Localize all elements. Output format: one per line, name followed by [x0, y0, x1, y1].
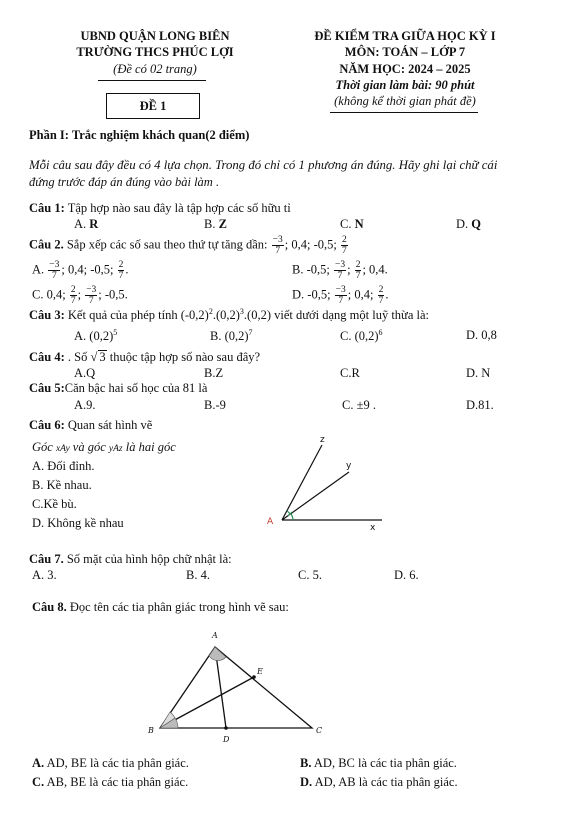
label-b: B: [148, 726, 154, 735]
fraction: $\frac{-3}{7}$: [272, 235, 283, 256]
q3-option-b: B. $(0,2)^7$: [210, 328, 253, 344]
q6-option-b: B. Kề nhau.: [32, 478, 92, 492]
school-name: TRƯỜNG THCS PHÚC LỢI: [76, 45, 234, 59]
triangle-figure: [140, 625, 330, 750]
part1-title: Phần I: Trắc nghiệm khách quan(2 điểm): [29, 128, 250, 142]
q5-option-c: C. ±9 .: [342, 398, 376, 412]
q5-option-b: B.-9: [204, 398, 226, 412]
exam-code-box: [106, 93, 200, 119]
label-y: y: [346, 461, 352, 471]
label-x: x: [370, 523, 376, 533]
label-d: D: [223, 735, 230, 744]
point-d: [224, 726, 228, 730]
q7-option-a: A. 3.: [32, 568, 57, 582]
question-5-text: Căn bậc hai số học của 81 là: [64, 381, 208, 395]
q2-option-a: A. $\frac{-3}{7}$ ; 0,4; -0,5; $\frac{2}{7}$ .: [32, 260, 129, 281]
time-limit: Thời gian làm bài: 90 phút: [335, 78, 475, 92]
question-7-label: Câu 7.: [29, 552, 64, 566]
sqrt-icon: √: [90, 350, 98, 364]
question-1-label: Câu 1:: [29, 201, 65, 215]
label-z: z: [320, 435, 325, 445]
question-7: [29, 552, 232, 567]
instruction-line2: đứng trước đáp án đúng vào bài làm .: [29, 175, 220, 189]
question-3-label: Câu 3:: [29, 308, 65, 323]
question-1: [29, 201, 291, 216]
label-c: C: [316, 726, 323, 735]
q6-stem: Góc xAy và góc yAz là hai góc: [32, 440, 176, 454]
question-8-label: Câu 8.: [32, 600, 67, 614]
angle-arc-yaz: [287, 511, 290, 514]
time-note: (không kể thời gian phát đề): [334, 94, 476, 108]
label-a: A: [267, 517, 274, 527]
header-left-underline: [98, 80, 206, 81]
label-a: A: [212, 631, 218, 640]
question-8-text: Đọc tên các tia phân giác trong hình vẽ sau:: [69, 600, 289, 614]
angle-figure: [262, 430, 402, 540]
instruction-line1: Mỗi câu sau đây đều có 4 lựa chọn. Trong đó chỉ có 1 phương án đúng. Hãy ghi lại chữ cái: [29, 158, 498, 172]
question-4: Câu 4: . Số √ 3 thuộc tập hợp số nào sau đây?: [29, 350, 261, 364]
question-6-label: Câu 6:: [29, 418, 65, 432]
question-7-text: Số mặt của hình hộp chữ nhật là:: [66, 552, 232, 566]
q3-option-a: A. $(0,2)^5$: [74, 328, 118, 344]
q1-option-d: D. Q: [456, 217, 482, 231]
q3-option-d: D. 0,8: [466, 328, 497, 342]
q8-option-d: D. AD, AB là các tia phân giác.: [300, 775, 458, 789]
q5-option-d: D.81.: [466, 398, 494, 412]
q1-option-b: B. Z: [204, 217, 227, 231]
header-right-underline: [330, 112, 478, 113]
q8-option-a: A. AD, BE là các tia phân giác.: [32, 756, 189, 770]
q7-option-c: C. 5.: [298, 568, 322, 582]
q1-option-a: A. R: [74, 217, 99, 231]
q5-option-a: A.9.: [74, 398, 96, 412]
fraction: $\frac{2}{7}$: [341, 235, 347, 256]
question-2: Câu 2. Sắp xếp các số sau theo thứ tự tăng dần: $\frac{-3}{7}$ ; 0,4; -0,5; $\frac{2}{7}$: [29, 235, 347, 256]
q6-option-c: C.Kề bù.: [32, 497, 77, 511]
q8-option-b: B. AD, BC là các tia phân giác.: [300, 756, 457, 770]
q6-option-a: A. Đối đỉnh.: [32, 459, 95, 473]
question-1-text: Tập hợp nào sau đây là tập hợp các số hữu tỉ: [67, 201, 291, 215]
q4-option-d: D. N: [466, 366, 491, 380]
question-2-text: Sắp xếp các số sau theo thứ tự tăng dần:: [66, 237, 268, 252]
q1-option-c: C. N: [340, 217, 364, 231]
q8-option-c: C. AB, BE là các tia phân giác.: [32, 775, 189, 789]
q4-option-a: A.Q: [74, 366, 96, 380]
school-district: UBND QUẬN LONG BIÊN: [80, 29, 230, 43]
question-5-label: Câu 5:: [29, 381, 65, 395]
ray-ay: [282, 472, 349, 520]
question-2-label: Câu 2.: [29, 237, 64, 252]
question-5: [29, 381, 207, 396]
question-8: [32, 600, 289, 615]
question-6-text: Quan sát hình vẽ: [67, 418, 153, 432]
q6-option-d: D. Không kề nhau: [32, 516, 124, 530]
q4-option-c: C.R: [340, 366, 360, 380]
q2-option-b: B. -0,5; $\frac{-3}{7}$ ; $\frac{2}{7}$ ; 0,4.: [292, 260, 388, 281]
exam-code: ĐỀ 1: [139, 99, 167, 113]
point-e: [252, 675, 256, 679]
page-count-note: (Đề có 02 trang): [113, 62, 197, 76]
q4-option-b: B.Z: [204, 366, 224, 380]
label-e: E: [257, 667, 263, 676]
question-3: Câu 3: Kết quả của phép tính $(-0,2)^2.(0,2)^3.(0,2)$ viết dưới dạng một luỹ thừa là:: [29, 307, 429, 323]
q2-option-d: D. -0,5; $\frac{-3}{7}$ ; 0,4; $\frac{2}{7}$ .: [292, 285, 389, 306]
subject-grade: MÔN: TOÁN – LỚP 7: [344, 45, 466, 59]
q7-option-b: B. 4.: [186, 568, 210, 582]
ray-az: [282, 445, 322, 520]
question-6: [29, 418, 152, 433]
angle-arc-xay: [291, 514, 293, 520]
q3-option-c: C. $(0,2)^6$: [340, 328, 383, 344]
school-year: NĂM HỌC: 2024 – 2025: [339, 62, 471, 76]
exam-title: ĐỀ KIỂM TRA GIỮA HỌC KỲ I: [314, 29, 496, 43]
q7-option-d: D. 6.: [394, 568, 419, 582]
q2-option-c: C. 0,4; $\frac{2}{7}$ ; $\frac{-3}{7}$ ; -0,5.: [32, 285, 128, 306]
question-4-label: Câu 4:: [29, 350, 65, 364]
